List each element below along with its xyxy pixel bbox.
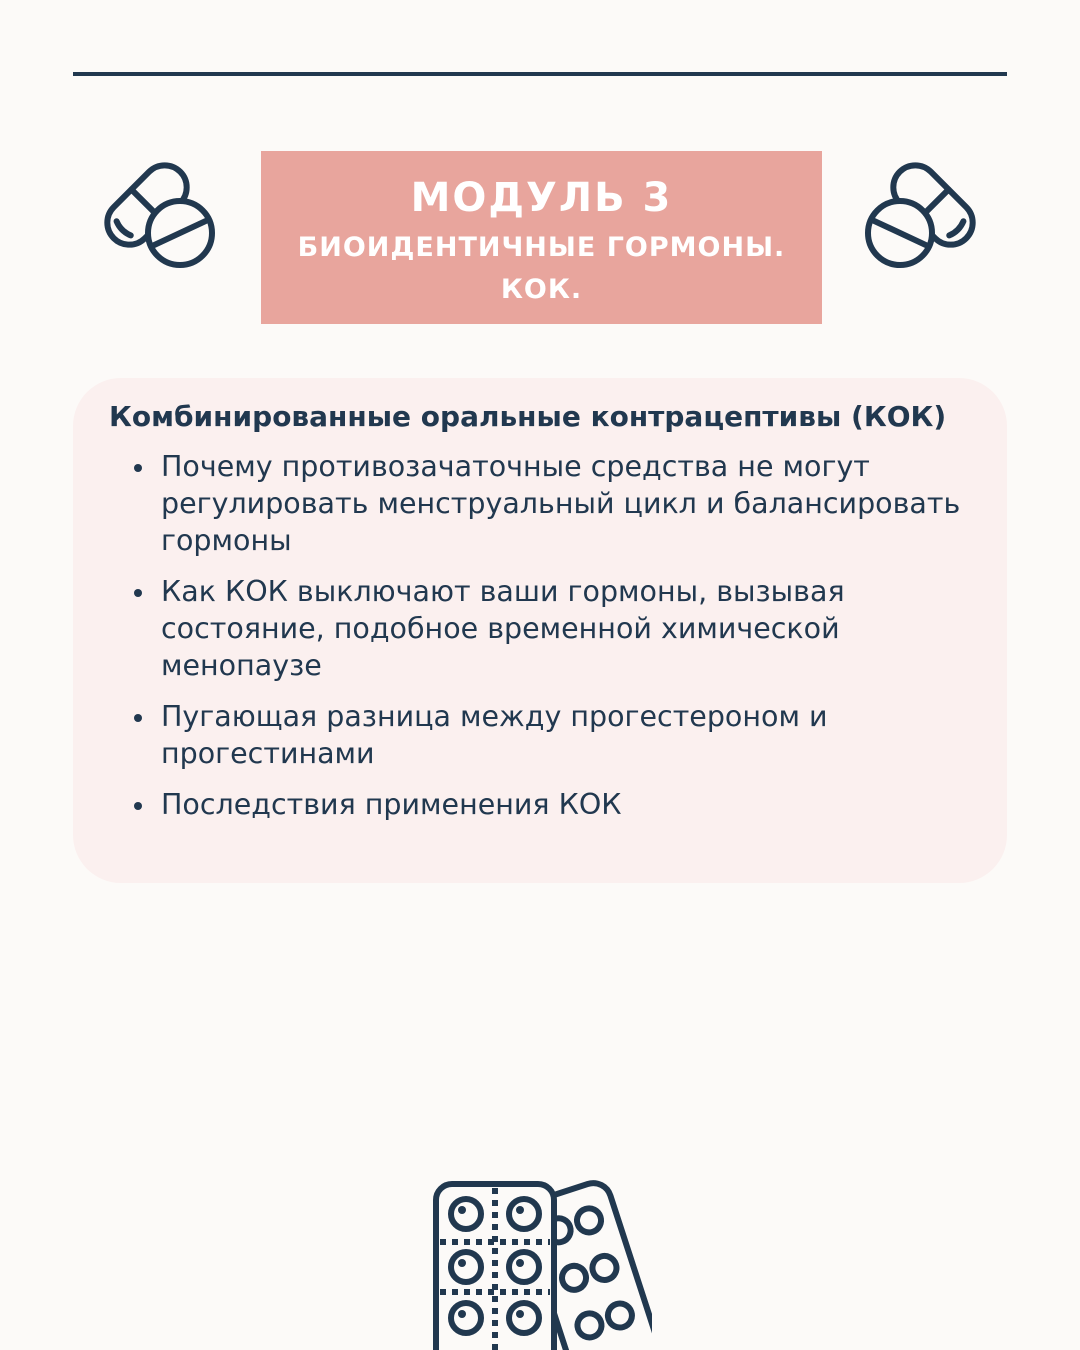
- list-item-text: Почему противозачаточные средства не могут регулировать менструальный цикл и балансировать гормоны: [161, 450, 961, 557]
- list-item: [109, 573, 967, 684]
- bullet-icon: [134, 714, 142, 722]
- topic-list: [109, 448, 967, 823]
- bullet-icon: [134, 802, 142, 810]
- content-card: [73, 378, 1007, 883]
- module-subtitle-line2: КОК.: [500, 274, 583, 305]
- pills-icon: [92, 145, 222, 275]
- module-title-box: [261, 151, 822, 324]
- list-item-text: Пугающая разница между прогестероном и прогестинами: [161, 700, 828, 770]
- list-item: [109, 448, 967, 559]
- module-subtitle-line1: БИОИДЕНТИЧНЫЕ ГОРМОНЫ.: [297, 232, 786, 263]
- bullet-icon: [134, 589, 142, 597]
- top-divider: [73, 72, 1007, 76]
- bullet-icon: [134, 464, 142, 472]
- list-item-text: Последствия применения КОК: [161, 788, 622, 821]
- pills-icon: [858, 145, 988, 275]
- blister-pack-icon: [432, 1180, 652, 1350]
- card-heading: Комбинированные оральные контрацептивы (КОК): [109, 400, 947, 433]
- module-title: МОДУЛЬ 3: [410, 175, 673, 221]
- list-item: [109, 786, 967, 823]
- list-item: [109, 698, 967, 772]
- list-item-text: Как КОК выключают ваши гормоны, вызывая состояние, подобное временной химической менопаузе: [161, 575, 845, 682]
